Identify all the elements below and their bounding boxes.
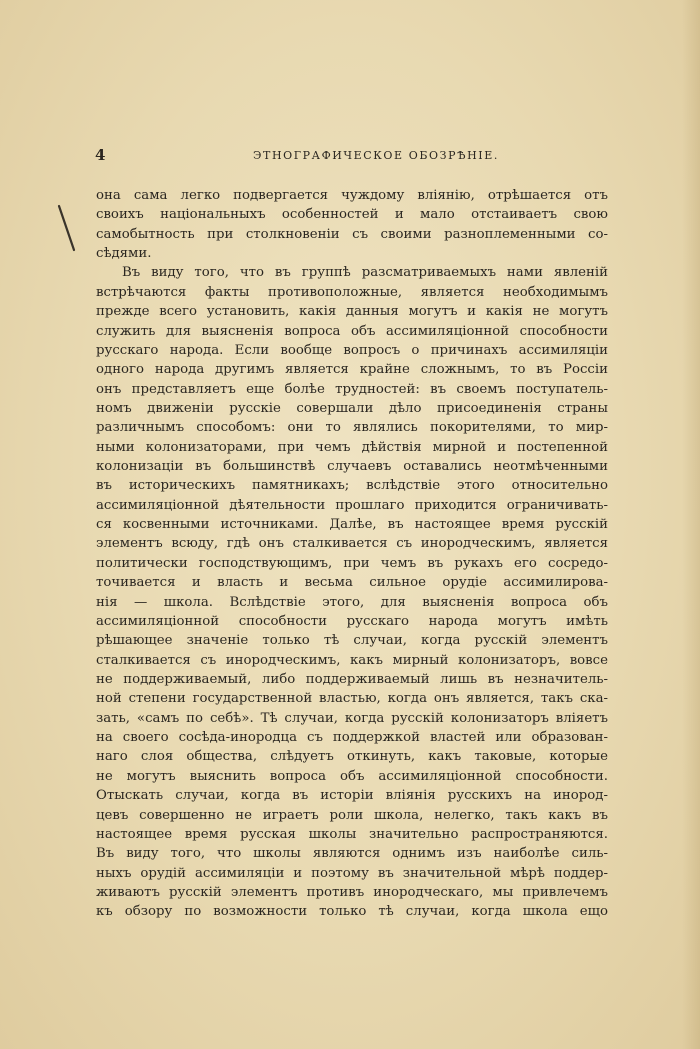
text-line: рѣшающее значеніе только тѣ случаи, когда русскій элементъ xyxy=(96,633,608,649)
text-line: прежде всего установить, какія данныя могутъ и какія не могутъ xyxy=(96,304,608,320)
text-line: въ историческихъ памятникахъ; вслѣдствіе этого относительно xyxy=(96,478,608,494)
text-line: точивается и власть и весьма сильное орудіе ассимилирова- xyxy=(96,575,608,591)
text-line: своихъ національныхъ особенностей и мало отстаиваетъ свою xyxy=(96,207,608,223)
text-line: одного народа другимъ является крайне сложнымъ, то въ Россіи xyxy=(96,362,608,378)
text-line: встрѣчаются факты противоположные, является необходимымъ xyxy=(96,284,608,300)
text-line: русскаго народа. Если вообще вопросъ о причинахъ ассимиляціи xyxy=(96,342,608,358)
text-line: ся косвенными источниками. Далѣе, въ настоящее время русскій xyxy=(96,517,608,533)
text-line: Въ виду того, что въ группѣ разсматриваемыхъ нами явленій xyxy=(122,265,608,281)
text-line: ассимиляціонной способности русскаго народа могутъ имѣть xyxy=(96,613,608,629)
body-text xyxy=(96,186,608,922)
text-line: служить для выясненія вопроса объ ассимиляціонной способности xyxy=(96,323,608,339)
margin-pencil-mark xyxy=(56,204,80,254)
text-line: Въ виду того, что школы являются однимъ изъ наиболѣе силь- xyxy=(96,846,608,862)
text-line: самобытность при столкновеніи съ своими разноплеменными со- xyxy=(96,226,608,242)
text-line: онъ представляетъ еще болѣе трудностей: въ своемъ поступатель- xyxy=(96,381,608,397)
text-line: Отыскать случаи, когда въ исторіи вліянія русскихъ на инород- xyxy=(96,788,608,804)
text-line: наго слоя общества, слѣдуетъ откинуть, какъ таковые, которые xyxy=(96,749,608,765)
text-line: элементъ всюду, гдѣ онъ сталкивается съ инородческимъ, является xyxy=(96,536,608,552)
text-line: ассимиляціонной дѣятельности прошлаго приходится ограничивать- xyxy=(96,497,608,513)
text-line: сѣдями. xyxy=(96,246,152,262)
text-line: ными колонизаторами, при чемъ дѣйствія мирной и постепенной xyxy=(96,439,608,455)
text-line: не поддерживаемый, либо поддерживаемый лишь въ незначитель- xyxy=(96,671,608,687)
text-line: нія — школа. Вслѣдствіе этого, для выясненія вопроса объ xyxy=(96,594,608,610)
text-line: политически господствующимъ, при чемъ въ рукахъ его сосредо- xyxy=(96,555,608,571)
text-line: различнымъ способомъ: они то являлись покорителями, то мир- xyxy=(96,420,608,436)
text-line: колонизаціи въ большинствѣ случаевъ оставались неотмѣченными xyxy=(96,459,608,475)
text-line: сталкивается съ инородческимъ, какъ мирный колонизаторъ, вовсе xyxy=(96,652,608,668)
page-number: 4 xyxy=(95,146,106,164)
text-line: цевъ совершенно не играетъ роли школа, нелегко, такъ какъ въ xyxy=(96,807,608,823)
text-line: номъ движеніи русскіе совершали дѣло присоединенія страны xyxy=(96,400,608,416)
page-edge-shadow xyxy=(682,0,700,1049)
text-line: настоящее время русская школы значительно распространяются. xyxy=(96,826,608,842)
text-line: ныхъ орудій ассимиляціи и поэтому въ значительной мѣрѣ поддер- xyxy=(96,865,608,881)
page-header xyxy=(95,146,607,166)
text-line: живаютъ русскій элементъ противъ инородческаго, мы привлечемъ xyxy=(96,884,608,900)
text-line: ной степени государственной властью, когда онъ является, такъ ска- xyxy=(96,691,608,707)
text-line: зать, «самъ по себѣ». Тѣ случаи, когда русскій колонизаторъ вліяетъ xyxy=(96,710,608,726)
text-line: не могутъ выяснить вопроса объ ассимиляціонной способности. xyxy=(96,768,608,784)
text-line: она сама легко подвергается чуждому вліянію, отрѣшается отъ xyxy=(96,188,608,203)
text-line: на своего сосѣда-инородца съ поддержкой властей или образован- xyxy=(96,730,608,746)
running-head: ЭТНОГРАФИЧЕСКОЕ ОБОЗРѢНІЕ. xyxy=(253,149,499,162)
text-line: къ обзору по возможности только тѣ случаи, когда школа ещо xyxy=(96,904,608,920)
